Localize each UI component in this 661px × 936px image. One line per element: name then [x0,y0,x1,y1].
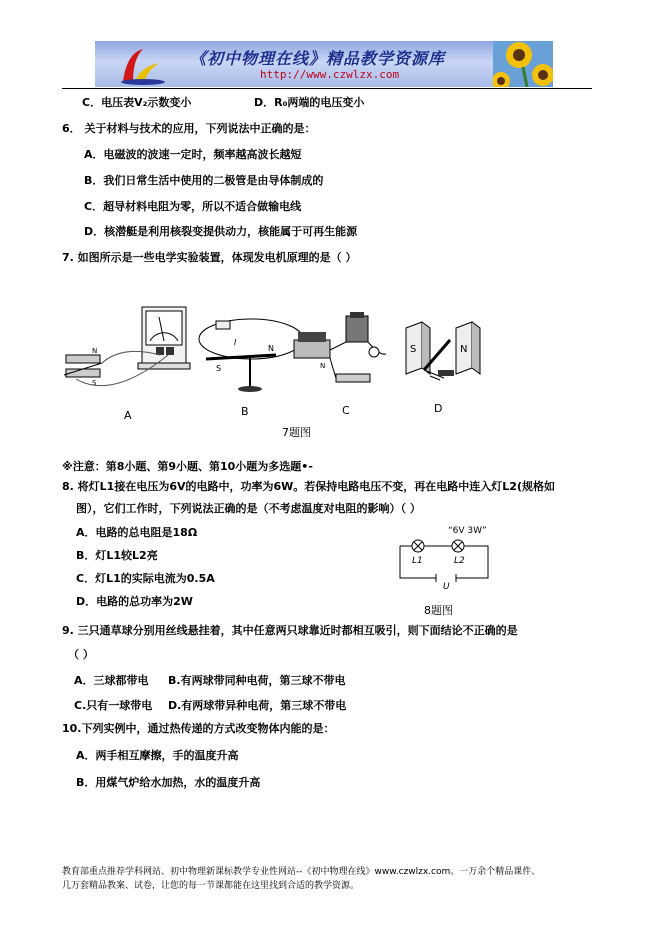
svg-text:N: N [92,347,98,355]
q8-option-d: D．电路的总功率为2W [76,595,193,608]
site-logo [117,45,167,85]
q9-stem: 9. 三只通草球分别用丝线悬挂着，其中任意两只球靠近时都相互吸引，则下面结论不正确的是 [62,624,518,637]
q8-option-c: C．灯L1的实际电流为0.5A [76,572,215,585]
footer-line2: 几万套精品教案、试卷，让您的每一节课都能在这里找到合适的教学资源。 [62,881,360,891]
l1-label: L1 [412,556,423,566]
q8-circuit-diagram [396,526,496,598]
q8-option-b: B．灯L1较L2亮 [76,549,158,562]
multi-choice-note: ※注意：第8小题、第9小题、第10小题为多选题•- [62,460,313,473]
svg-text:S: S [410,344,417,355]
l2-label: L2 [454,556,465,566]
q7-label-b: B [241,405,249,418]
svg-text:I: I [234,338,237,347]
header-banner [95,41,553,87]
q6-stem: 6． 关于材料与技术的应用，下列说法中正确的是： [62,122,316,135]
q8-figure-caption: 8题图 [424,604,453,617]
svg-text:S: S [216,364,222,373]
q9-answer-paren: （ ） [68,648,94,661]
footer-line1: 教育部重点推荐学科网站、初中物理新课标教学专业性网站--《初中物理在线》www.czwlzx.com。一万余个精品课件、 [62,867,541,877]
q9-option-d: D.有两球带异种电荷，第三球不带电 [168,699,347,712]
svg-text:N: N [460,344,468,355]
q5-option-d: D．R₀两端的电压变小 [254,96,365,109]
header-rule [62,88,592,89]
q7-figure-a [62,305,192,400]
q6-option-b: B．我们日常生活中使用的二极管是由导体制成的 [84,174,324,187]
q10-option-b: B．用煤气炉给水加热，水的温度升高 [76,776,261,789]
voltage-u-label: U [443,582,450,592]
banner-title: 《初中物理在线》精品教学资源库 [190,49,446,68]
q10-stem: 10.下列实例中，通过热传递的方式改变物体内能的是： [62,722,335,735]
q8-option-a: A．电路的总电阻是18Ω [76,526,198,539]
sunflower-image [493,41,553,87]
q6-option-c: C．超导材料电阻为零，所以不适合做输电线 [84,200,302,213]
q8-stem-line2: 图），它们工作时，下列说法正确的是（不考虑温度对电阻的影响）（ ） [76,502,421,515]
q9-option-a: A．三球都带电 [74,674,149,687]
q9-option-b: B.有两球带同种电荷，第三球不带电 [168,674,346,687]
q6-option-d: D．核潜艇是利用核裂变提供动力，核能属于可再生能源 [84,225,358,238]
q8-stem-line1: 8. 将灯L1接在电压为6V的电路中，功率为6W。若保持电路电压不变，再在电路中连入灯L2(规格如 [62,480,555,493]
q6-option-a: A．电磁波的波速一定时，频率越高波长越短 [84,148,302,161]
q7-label-d: D [434,402,443,415]
q7-figure-c [290,310,398,395]
q5-option-c: C．电压表V₂示数变小 [82,96,192,109]
q7-figure-caption: 7题图 [282,426,311,439]
banner-url[interactable]: http://www.czwlzx.com [260,68,400,81]
q9-option-c: C.只有一球带电 [74,699,153,712]
svg-text:N: N [268,344,274,353]
q10-option-a: A．两手相互摩擦，手的温度升高 [76,749,239,762]
svg-text:S: S [92,379,97,387]
svg-text:N: N [320,362,326,370]
q7-figure-d [400,318,488,388]
lamp-spec-label: “6V 3W” [448,526,487,536]
q7-stem: 7. 如图所示是一些电学实验装置，体现发电机原理的是（ ） [62,251,357,264]
q7-label-a: A [124,409,132,422]
q7-label-c: C [342,404,350,417]
